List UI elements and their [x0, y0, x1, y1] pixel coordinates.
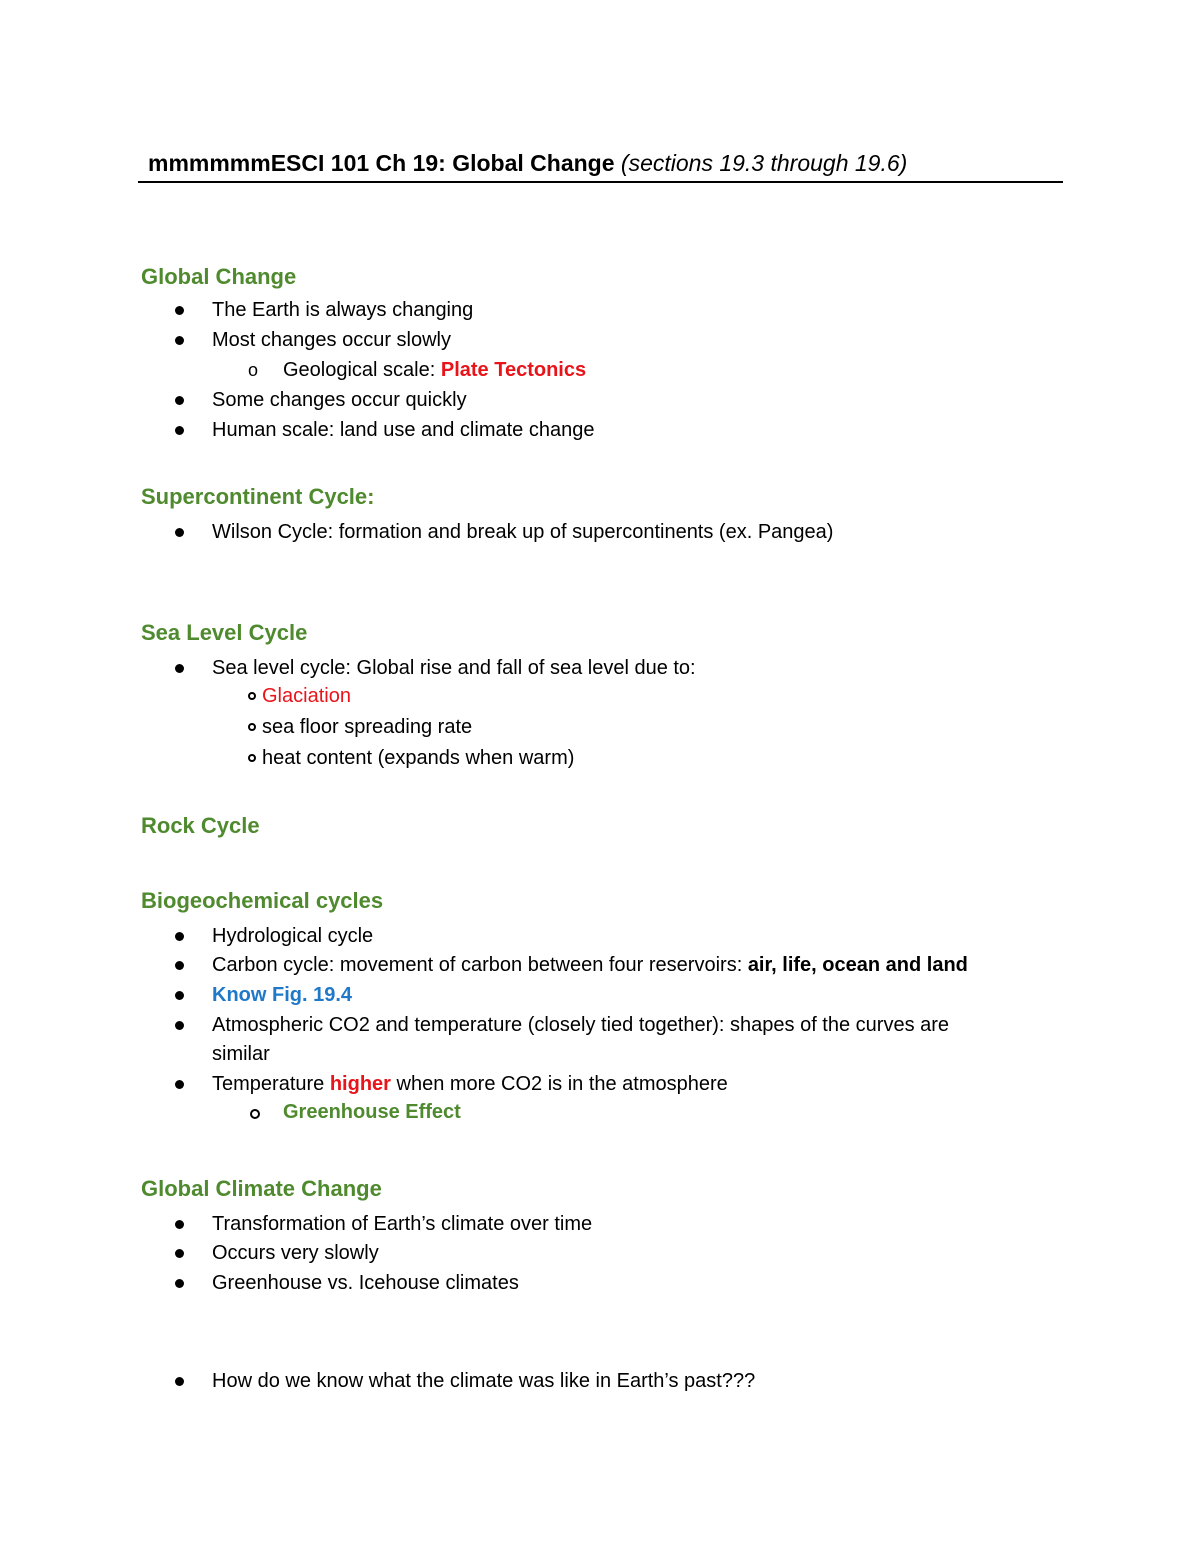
heading-rock-cycle: Rock Cycle — [141, 813, 260, 838]
list-item: Hydrological cycle — [212, 925, 374, 947]
heading-supercontinent-cycle: Supercontinent Cycle: — [141, 484, 375, 509]
title-underline — [138, 181, 1063, 183]
bullet-icon — [175, 426, 184, 435]
list-item: Wilson Cycle: formation and break up of supercontinents (ex. Pangea) — [212, 521, 834, 543]
bullet-icon — [175, 991, 184, 1000]
list-item: How do we know what the climate was like in Earth’s past??? — [212, 1370, 756, 1392]
list-item: Occurs very slowly — [212, 1242, 379, 1264]
sub-list-item-greenhouse-effect: Greenhouse Effect — [283, 1101, 461, 1123]
list-item: Sea level cycle: Global rise and fall of sea level due to: — [212, 657, 696, 679]
bullet-icon — [175, 1249, 184, 1258]
heading-biogeochemical-cycles: Biogeochemical cycles — [141, 888, 384, 913]
sub-list-item: Geological scale: Plate Tectonics — [283, 359, 587, 381]
list-item: Most changes occur slowly — [212, 329, 451, 351]
list-item: Atmospheric CO2 and temperature (closely tied together): shapes of the curves are — [212, 1014, 950, 1036]
sub-bullet-icon — [250, 1109, 260, 1119]
list-item: Some changes occur quickly — [212, 389, 467, 411]
bullet-icon — [175, 1220, 184, 1229]
highlight-higher: higher — [329, 1073, 391, 1095]
bullet-icon — [175, 932, 184, 941]
list-item: Human scale: land use and climate change — [212, 419, 595, 441]
sub-bullet-icon: o — [248, 360, 259, 380]
carbon-reservoirs: air, life, ocean and land — [747, 954, 968, 976]
know-fig-link: Know Fig. 19.4 — [212, 984, 353, 1006]
title-sections: (sections 19.3 through 19.6) — [620, 150, 908, 176]
bullet-icon — [175, 396, 184, 405]
list-item: Temperature higher when more CO2 is in the atmosphere — [212, 1073, 728, 1095]
bullet-icon — [175, 528, 184, 537]
list-item: Transformation of Earth’s climate over time — [212, 1213, 593, 1235]
list-item: Greenhouse vs. Icehouse climates — [212, 1272, 519, 1294]
bullet-icon — [175, 1377, 184, 1386]
list-item-continued: similar — [212, 1043, 270, 1065]
bullet-icon — [175, 306, 184, 315]
bullet-icon — [175, 1279, 184, 1288]
title-main: mmmmmmESCI 101 Ch 19: Global Change — [148, 150, 615, 176]
sub-bullet-icon — [248, 754, 256, 762]
list-item: Carbon cycle: movement of carbon between four reservoirs: air, life, ocean and land — [212, 954, 968, 976]
page-title — [148, 146, 907, 180]
bullet-icon — [175, 336, 184, 345]
sub-list-item: sea floor spreading rate — [262, 716, 473, 738]
sub-list-item: heat content (expands when warm) — [262, 747, 575, 769]
highlight-plate-tectonics: Plate Tectonics — [440, 359, 587, 381]
list-item: The Earth is always changing — [212, 299, 474, 321]
sub-bullet-icon — [248, 723, 256, 731]
heading-global-change: Global Change — [141, 264, 297, 289]
bullet-icon — [175, 961, 184, 970]
sub-list-item-glaciation: Glaciation — [262, 685, 351, 707]
heading-global-climate-change: Global Climate Change — [141, 1176, 382, 1201]
sub-bullet-icon — [248, 692, 256, 700]
heading-sea-level-cycle: Sea Level Cycle — [141, 620, 308, 645]
bullet-icon — [175, 1080, 184, 1089]
bullet-icon — [175, 664, 184, 673]
bullet-icon — [175, 1021, 184, 1030]
